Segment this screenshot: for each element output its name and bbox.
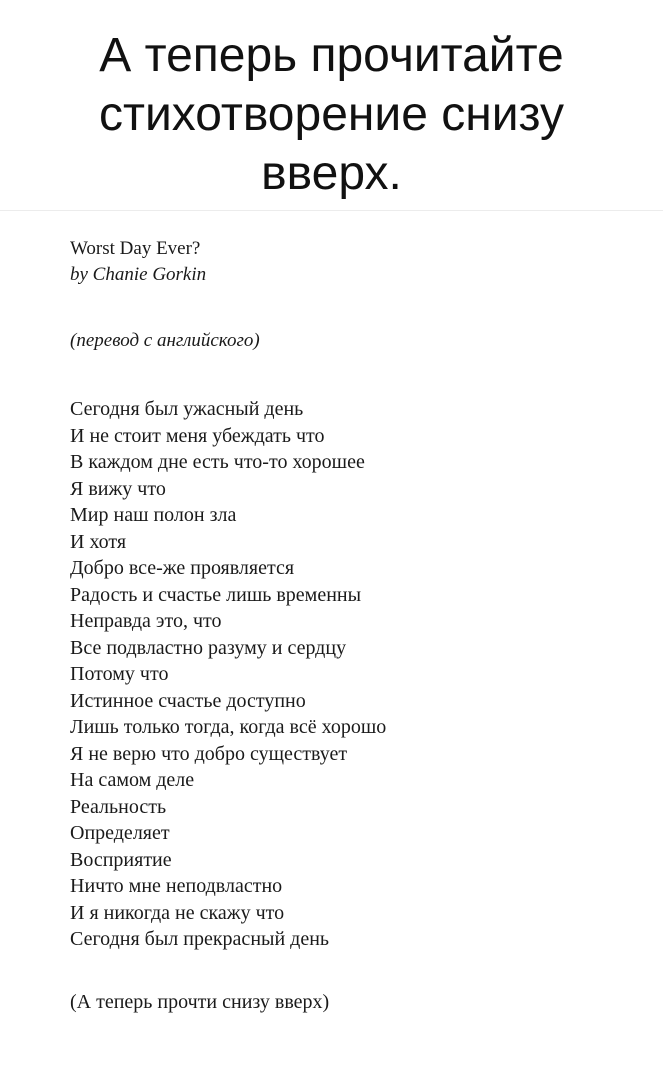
- poem-line: Ничто мне неподвластно: [70, 875, 283, 897]
- poem-line: Сегодня был ужасный день: [70, 398, 304, 420]
- poem-line: Я вижу что: [70, 477, 166, 500]
- poem-line: Сегодня был прекрасный день: [70, 928, 330, 950]
- poem-title: Worst Day Ever?: [70, 238, 201, 259]
- poem-line: Лишь только тогда, когда всё хорошо: [70, 716, 387, 738]
- poem-line: Добро все-же проявляется: [70, 557, 295, 579]
- poem-line: Реальность: [70, 795, 167, 818]
- poem-author: by Chanie Gorkin: [70, 264, 207, 285]
- header-line-1: А теперь прочитайте: [99, 29, 564, 82]
- poem-line: И не стоит меня убеждать что: [70, 424, 325, 447]
- poem-line: В каждом дне есть что-то хорошее: [70, 451, 365, 473]
- poem-line: И хотя: [70, 530, 127, 553]
- poem-footer: (А теперь прочти снизу вверх): [70, 990, 330, 1013]
- header-line-2: стихотворение снизу: [98, 88, 565, 141]
- poem-line: Все подвластно разуму и сердцу: [70, 636, 347, 659]
- poem-line: Неправда это, что: [70, 610, 222, 632]
- header-divider: [0, 210, 663, 211]
- translation-note: (перевод с английского): [70, 330, 260, 351]
- poem-line: И я никогда не скажу что: [70, 901, 285, 924]
- poem-line: Истинное счастье доступно: [70, 689, 306, 712]
- poem-block: [70, 236, 630, 1015]
- poem-line: Я не верю что добро существует: [70, 742, 348, 765]
- header-line-3: вверх.: [261, 147, 402, 200]
- poem-line: Потому что: [70, 663, 169, 685]
- poem-lines: [70, 396, 630, 953]
- poem-line: Восприятие: [70, 848, 172, 871]
- poem-line: Мир наш полон зла: [70, 504, 237, 526]
- poem-line: Радость и счастье лишь временны: [70, 583, 362, 606]
- poem-line: На самом деле: [70, 769, 195, 791]
- header-caption: [0, 0, 663, 210]
- poem-line: Определяет: [70, 822, 170, 844]
